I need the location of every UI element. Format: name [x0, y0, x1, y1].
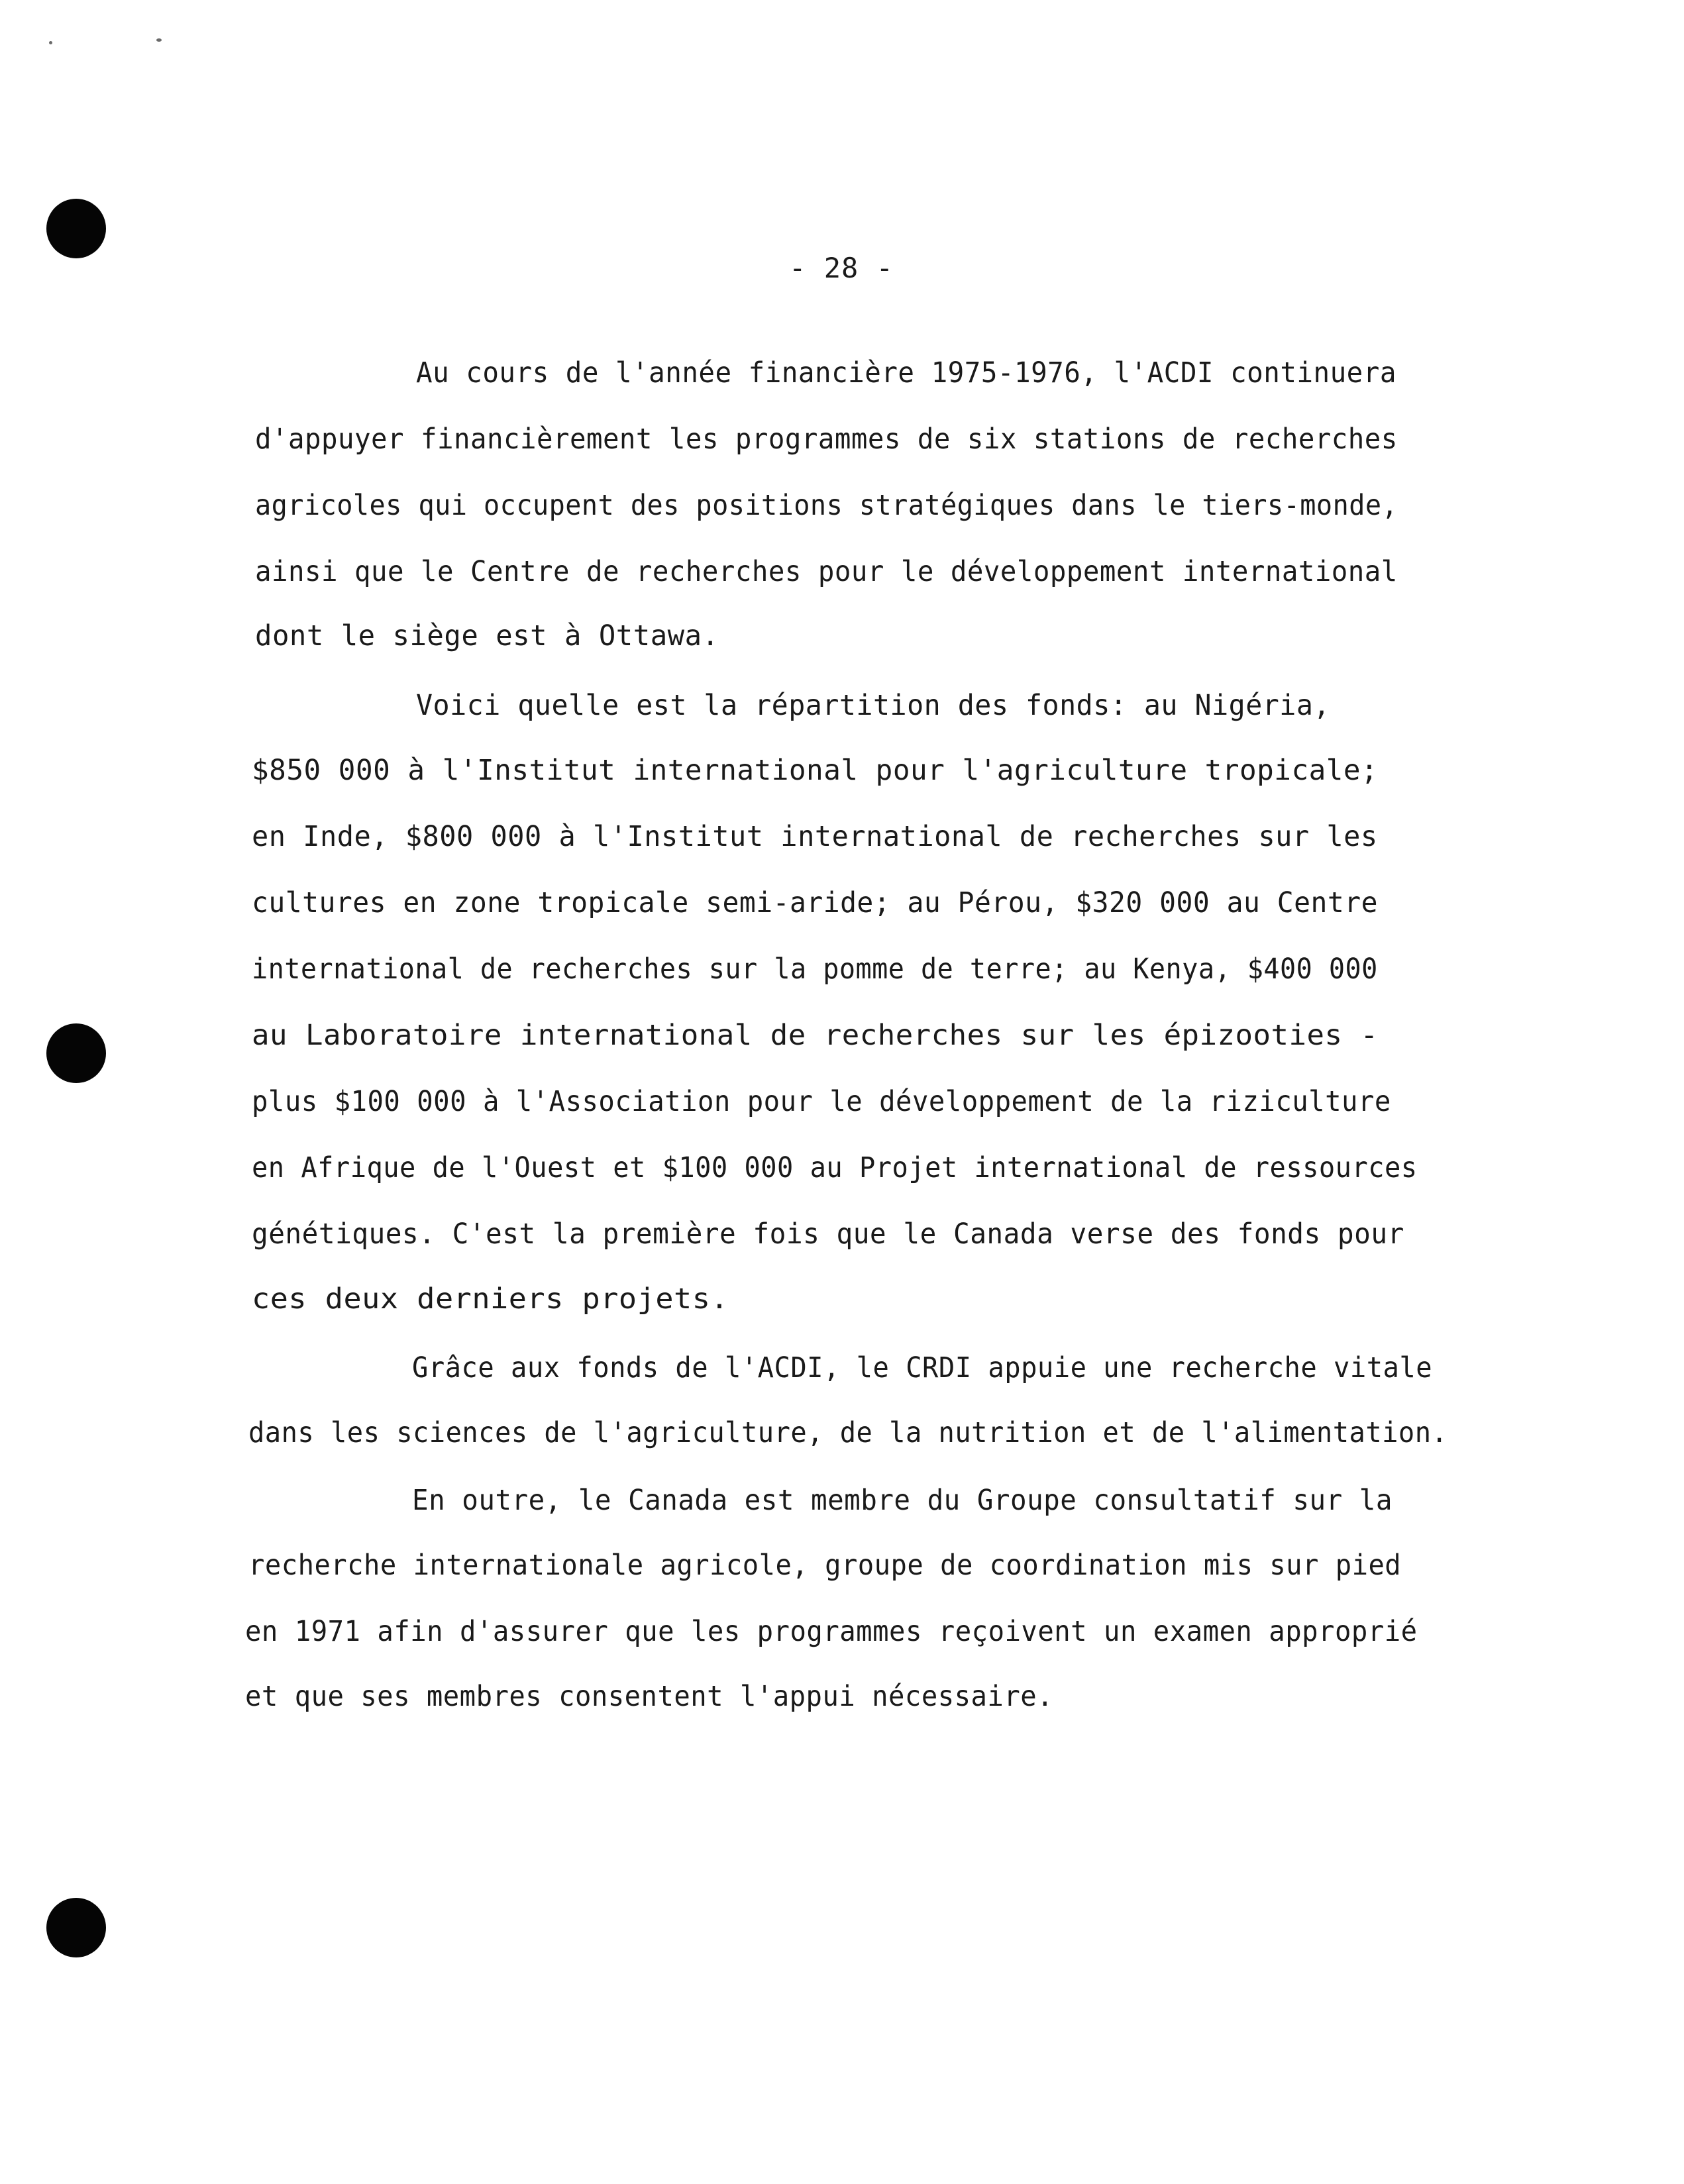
paragraph-2-line-7: plus $100 000 à l'Association pour le développement de la riziculture — [252, 1085, 1391, 1118]
paragraph-4-line-3: en 1971 afin d'assurer que les programmes reçoivent un examen approprié — [245, 1615, 1418, 1648]
paragraph-2-line-6: au Laboratoire international de recherches sur les épizooties - — [252, 1019, 1379, 1052]
paragraph-2-line-5: international de recherches sur la pomme de terre; au Kenya, $400 000 — [252, 953, 1378, 986]
paragraph-1-line-4: ainsi que le Centre de recherches pour le développement international — [255, 555, 1398, 588]
paragraph-3-line-2: dans les sciences de l'agriculture, de la nutrition et de l'alimentation. — [248, 1416, 1448, 1449]
paragraph-2-line-4: cultures en zone tropicale semi-aride; au Pérou, $320 000 au Centre — [252, 886, 1379, 919]
paragraph-2-line-8: en Afrique de l'Ouest et $100 000 au Projet international de ressources — [252, 1151, 1418, 1184]
paragraph-4-line-1: En outre, le Canada est membre du Groupe consultatif sur la — [412, 1484, 1393, 1517]
paragraph-1-line-3: agricoles qui occupent des positions stratégiques dans le tiers-monde, — [255, 489, 1398, 522]
punch-hole-bottom — [46, 1898, 106, 1957]
scan-speck — [156, 38, 162, 42]
paragraph-4-line-4: et que ses membres consentent l'appui nécessaire. — [245, 1680, 1054, 1713]
paragraph-2-line-10: ces deux derniers projets. — [252, 1282, 729, 1316]
paragraph-4-line-2: recherche internationale agricole, groupe de coordination mis sur pied — [248, 1549, 1402, 1582]
paragraph-2-line-2: $850 000 à l'Institut international pour l'agriculture tropicale; — [252, 754, 1379, 787]
punch-hole-top — [46, 199, 106, 258]
paragraph-1-line-5: dont le siège est à Ottawa. — [255, 619, 719, 652]
paragraph-1-line-2: d'appuyer financièrement les programmes de six stations de recherches — [255, 423, 1398, 456]
paragraph-2-line-1: Voici quelle est la répartition des fonds: au Nigéria, — [416, 689, 1330, 722]
scan-speck — [49, 41, 52, 44]
paragraph-2-line-3: en Inde, $800 000 à l'Institut international de recherches sur les — [252, 820, 1378, 853]
page-number: - 28 - — [789, 252, 894, 284]
paragraph-1-line-1: Au cours de l'année financière 1975-1976, l'ACDI continuera — [416, 356, 1396, 390]
paragraph-2-line-9: génétiques. C'est la première fois que le Canada verse des fonds pour — [252, 1218, 1404, 1251]
paragraph-3-line-1: Grâce aux fonds de l'ACDI, le CRDI appuie une recherche vitale — [412, 1351, 1433, 1384]
punch-hole-middle — [46, 1023, 106, 1083]
